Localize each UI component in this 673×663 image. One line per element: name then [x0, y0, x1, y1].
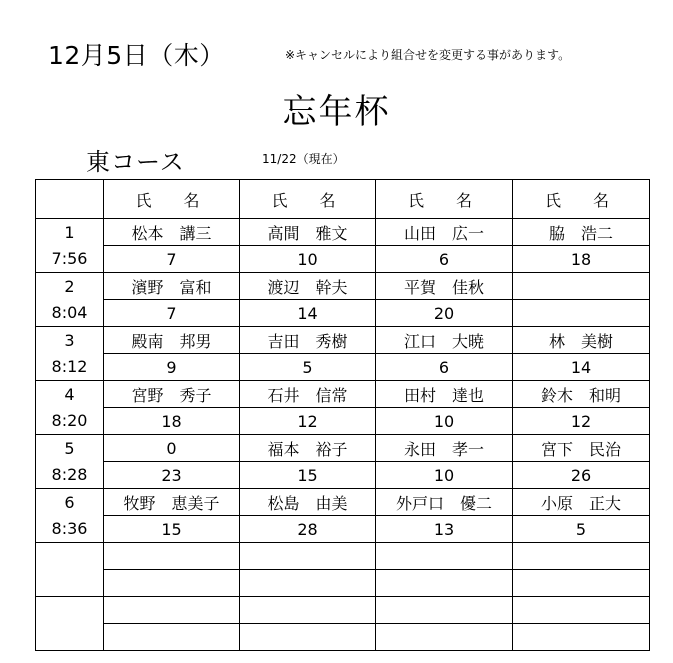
header-cell-name: 氏 名 [104, 180, 240, 219]
group-number: 6 [36, 489, 104, 516]
player-name: 0 [104, 435, 240, 462]
player-name: 渡辺 幹夫 [240, 273, 376, 300]
blank-cell [104, 570, 240, 597]
pairing-table [35, 179, 650, 651]
blank-cell [513, 543, 650, 570]
blank-cell [36, 624, 104, 651]
blank-cell [104, 543, 240, 570]
player-value: 14 [513, 354, 650, 381]
player-value: 5 [513, 516, 650, 543]
player-name: 小原 正大 [513, 489, 650, 516]
event-date: 12月5日（木） [48, 41, 225, 70]
player-name: 殿南 邦男 [104, 327, 240, 354]
group-name-row [36, 219, 650, 246]
player-value: 6 [376, 246, 513, 273]
blank-cell [376, 543, 513, 570]
cancellation-notice: ※キャンセルにより組合せを変更する事があります。 [285, 48, 571, 62]
group-number: 5 [36, 435, 104, 462]
player-value: 5 [240, 354, 376, 381]
tee-time: 8:20 [36, 408, 104, 435]
player-value: 6 [376, 354, 513, 381]
player-name: 宮野 秀子 [104, 381, 240, 408]
blank-cell [513, 597, 650, 624]
player-value: 18 [104, 408, 240, 435]
group-name-row [36, 273, 650, 300]
event-title: 忘年杯 [282, 92, 391, 132]
blank-row [36, 570, 650, 597]
blank-cell [240, 597, 376, 624]
course-name: 東コース [86, 148, 185, 176]
group-number: 1 [36, 219, 104, 246]
group-value-row [36, 246, 650, 273]
blank-cell [376, 597, 513, 624]
player-value: 28 [240, 516, 376, 543]
player-name: 平賀 佳秋 [376, 273, 513, 300]
group-value-row [36, 354, 650, 381]
blank-row [36, 543, 650, 570]
header-cell-name: 氏 名 [513, 180, 650, 219]
blank-cell [104, 624, 240, 651]
player-name: 田村 達也 [376, 381, 513, 408]
player-value: 23 [104, 462, 240, 489]
tee-time: 8:04 [36, 300, 104, 327]
header-cell-name: 氏 名 [376, 180, 513, 219]
group-value-row [36, 462, 650, 489]
blank-row [36, 624, 650, 651]
group-value-row [36, 300, 650, 327]
player-name: 林 美樹 [513, 327, 650, 354]
blank-cell [104, 597, 240, 624]
blank-cell [513, 570, 650, 597]
player-name: 永田 孝一 [376, 435, 513, 462]
player-value: 20 [376, 300, 513, 327]
group-name-row [36, 435, 650, 462]
blank-cell [513, 624, 650, 651]
blank-cell [240, 624, 376, 651]
header-cell-name: 氏 名 [240, 180, 376, 219]
blank-cell [240, 543, 376, 570]
player-value: 12 [513, 408, 650, 435]
player-name: 吉田 秀樹 [240, 327, 376, 354]
player-name: 外戸口 優二 [376, 489, 513, 516]
player-name: 福本 裕子 [240, 435, 376, 462]
player-value: 7 [104, 246, 240, 273]
player-name: 脇 浩二 [513, 219, 650, 246]
group-number: 2 [36, 273, 104, 300]
group-name-row [36, 327, 650, 354]
table-header-row [36, 180, 650, 219]
player-name: 鈴木 和明 [513, 381, 650, 408]
group-value-row [36, 408, 650, 435]
player-name: 宮下 民治 [513, 435, 650, 462]
player-value: 13 [376, 516, 513, 543]
blank-cell [36, 543, 104, 570]
group-name-row [36, 381, 650, 408]
player-value: 15 [104, 516, 240, 543]
tee-time: 7:56 [36, 246, 104, 273]
player-value [513, 300, 650, 327]
player-value: 10 [376, 408, 513, 435]
player-value: 9 [104, 354, 240, 381]
header-cell-empty [36, 180, 104, 219]
player-value: 26 [513, 462, 650, 489]
blank-cell [376, 570, 513, 597]
blank-cell [240, 570, 376, 597]
player-name: 松島 由美 [240, 489, 376, 516]
group-name-row [36, 489, 650, 516]
player-value: 12 [240, 408, 376, 435]
player-value: 10 [376, 462, 513, 489]
blank-cell [36, 570, 104, 597]
player-name: 松本 講三 [104, 219, 240, 246]
player-value: 14 [240, 300, 376, 327]
tee-time: 8:12 [36, 354, 104, 381]
tee-time: 8:28 [36, 462, 104, 489]
player-value: 10 [240, 246, 376, 273]
player-name: 濱野 富和 [104, 273, 240, 300]
tee-time: 8:36 [36, 516, 104, 543]
player-name: 石井 信常 [240, 381, 376, 408]
player-value: 18 [513, 246, 650, 273]
group-number: 3 [36, 327, 104, 354]
as-of-date: 11/22（現在） [262, 152, 345, 166]
blank-row [36, 597, 650, 624]
group-number: 4 [36, 381, 104, 408]
player-name: 高間 雅文 [240, 219, 376, 246]
player-value: 7 [104, 300, 240, 327]
player-value: 15 [240, 462, 376, 489]
player-name: 江口 大暁 [376, 327, 513, 354]
player-name [513, 273, 650, 300]
blank-cell [36, 597, 104, 624]
player-name: 牧野 恵美子 [104, 489, 240, 516]
group-value-row [36, 516, 650, 543]
blank-cell [376, 624, 513, 651]
player-name: 山田 広一 [376, 219, 513, 246]
